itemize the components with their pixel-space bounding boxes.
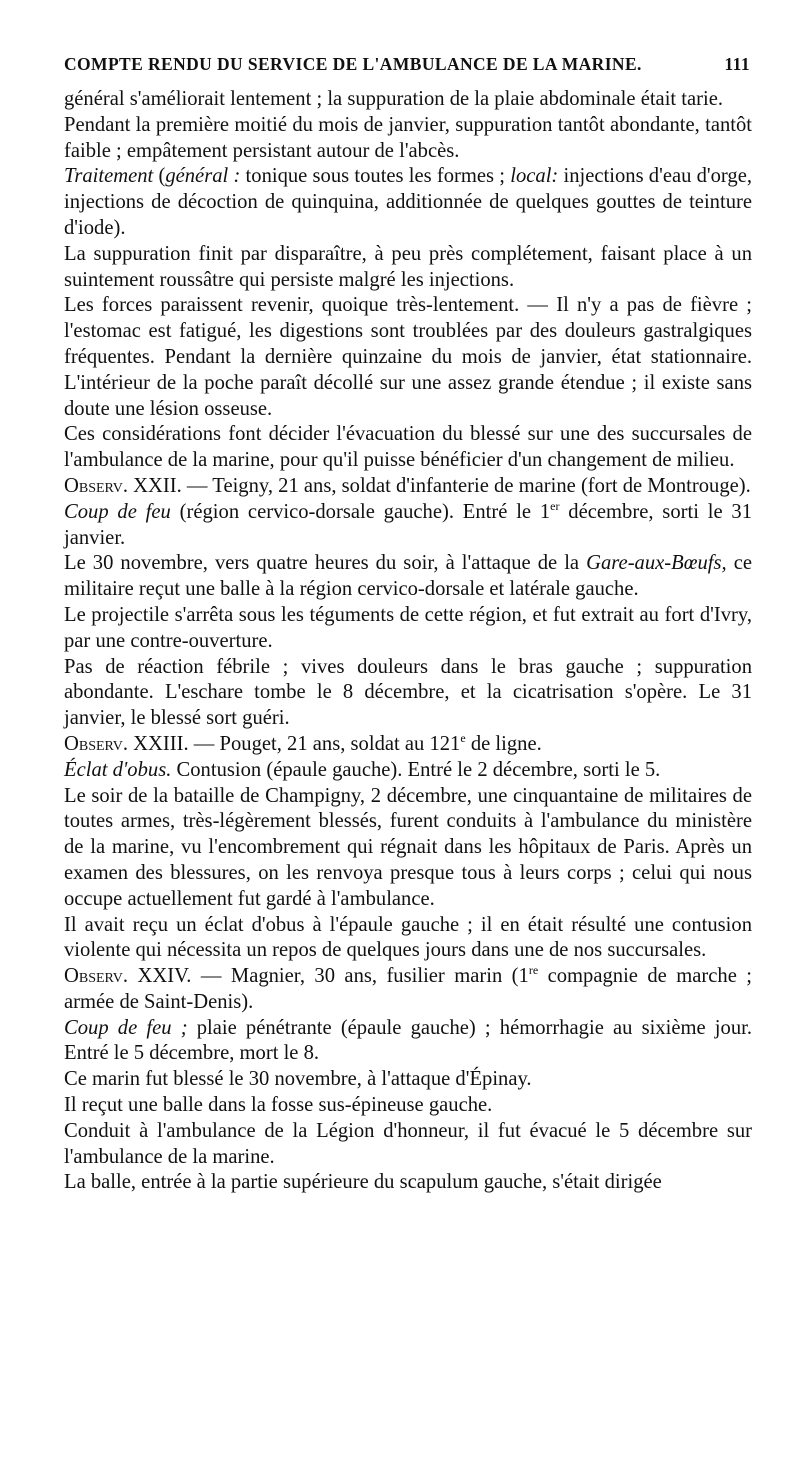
text-run: Coup de feu — [64, 500, 171, 523]
page-body — [64, 87, 752, 1196]
paragraph-p7 — [64, 474, 752, 500]
paragraph-p11 — [64, 655, 752, 732]
paragraph-p8 — [64, 500, 752, 552]
text-run: La balle, entrée à la partie supérieure du scapulum gauche, s'était dirigée — [64, 1171, 662, 1194]
paragraph-p13 — [64, 758, 752, 784]
text-run: local: — [510, 165, 559, 188]
text-run: décembre, sorti le 31 janvier. — [64, 500, 752, 549]
text-run: Pas de réaction fébrile ; vives douleurs dans le bras gauche ; suppuration abondante. L'eschare tombe le 8 décembre, et la cicatrisation s'opère. Le 31 janvier, le blessé sort guéri. — [64, 655, 752, 730]
paragraph-p6 — [64, 422, 752, 474]
text-run: Observ. — [64, 965, 129, 988]
paragraph-p20 — [64, 1119, 752, 1171]
text-run: Coup de feu ; — [64, 1016, 188, 1039]
text-run: général s'améliorait lentement ; la suppuration de la plaie abdominale était tarie. — [64, 88, 724, 110]
text-run: ce militaire reçut une balle à la région cervico-dorsale et latérale gauche. — [64, 552, 752, 601]
paragraph-p5 — [64, 293, 752, 422]
paragraph-p19 — [64, 1093, 752, 1119]
text-run: plaie pénétrante (épaule gauche) ; hémorrhagie au sixième jour. Entré le 5 décembre, mort le 8. — [64, 1016, 752, 1065]
paragraph-p15 — [64, 913, 752, 965]
text-run: Les forces paraissent revenir, quoique très-lentement. — Il n'y a pas de fièvre ; l'estomac est fatigué, les digestions sont troublées par des douleurs gastralgiques fréquentes. Pendant la dernière quinzaine du mois de janvier, état stationnaire. L'intérieur de la poche paraît décollé sur une assez grande étendue ; il existe sans doute une lésion osseuse. — [64, 294, 752, 420]
text-run: compagnie de marche ; armée de Saint-Denis). — [64, 965, 752, 1013]
text-run: er — [550, 498, 560, 513]
running-header — [64, 54, 752, 75]
paragraph-p2 — [64, 113, 752, 165]
text-run: Conduit à l'ambulance de la Légion d'honneur, il fut évacué le 5 décembre sur l'ambulance de la marine. — [64, 1119, 752, 1168]
text-run: Gare-aux-Bœufs, — [586, 552, 727, 575]
paragraph-p4 — [64, 242, 752, 294]
paragraph-p12 — [64, 732, 752, 758]
text-run: XXIV. — Magnier, 30 ans, fusilier marin (1 — [128, 965, 529, 988]
paragraph-p17 — [64, 1016, 752, 1068]
text-run: re — [528, 963, 539, 978]
text-run: Ce marin fut blessé le 30 novembre, à l'attaque d'Épinay. — [64, 1068, 532, 1091]
paragraph-p3 — [64, 164, 752, 241]
text-run: Traitement — [64, 165, 154, 188]
text-run: (région cervico-dorsale gauche). Entré le 1 — [170, 500, 551, 523]
text-run: Le projectile s'arrêta sous les téguments de cette région, et fut extrait au fort d'Ivry, par une contre-ouverture. — [64, 603, 752, 652]
text-run: XXIII. — Pouget, 21 ans, soldat au 121 — [128, 732, 461, 755]
paragraph-p1 — [64, 87, 752, 113]
text-run: Le 30 novembre, vers quatre heures du soir, à l'attaque de la — [64, 552, 587, 575]
text-run: général : — [165, 165, 241, 188]
text-run: Observ. — [64, 732, 129, 755]
paragraph-p14 — [64, 784, 752, 913]
paragraph-p21 — [64, 1170, 752, 1196]
paragraph-p16 — [64, 964, 752, 1016]
text-run: Il avait reçu un éclat d'obus à l'épaule gauche ; il en était résulté une contusion violente qui nécessita un repos de quelques jours dans une de nos succursales. — [64, 913, 752, 962]
page-number: 111 — [724, 54, 750, 74]
text-run: Ces considérations font décider l'évacuation du blessé sur une des succursales de l'ambulance de la marine, pour qu'il puisse bénéficier d'un changement de milieu. — [64, 423, 752, 472]
text-run: ( — [153, 165, 166, 188]
text-run: XXII. — Teigny, 21 ans, soldat d'infanterie de marine (fort de Montrouge). — [128, 474, 751, 497]
text-run: Éclat d'obus. — [64, 758, 172, 781]
text-run: Observ. — [64, 474, 129, 497]
paragraph-p10 — [64, 603, 752, 655]
text-run: Pendant la première moitié du mois de janvier, suppuration tantôt abondante, tantôt faible ; empâtement persistant autour de l'abcès. — [64, 113, 752, 162]
text-run: tonique sous toutes les formes ; — [240, 165, 511, 188]
text-run: e — [460, 731, 466, 746]
running-title: COMPTE RENDU DU SERVICE DE L'AMBULANCE DE LA MARINE. — [64, 54, 642, 74]
text-run: de ligne. — [465, 732, 542, 755]
text-run: injections d'eau d'orge, injections de décoction de quinquina, additionnée de quelques gouttes de teinture d'iode). — [64, 165, 752, 239]
text-run: Il reçut une balle dans la fosse sus-épineuse gauche. — [64, 1094, 493, 1117]
text-run: La suppuration finit par disparaître, à peu près complétement, faisant place à un suintement roussâtre qui persiste malgré les injections. — [64, 242, 752, 291]
paragraph-p18 — [64, 1067, 752, 1093]
text-run: Contusion (épaule gauche). Entré le 2 décembre, sorti le 5. — [171, 758, 661, 781]
paragraph-p9 — [64, 551, 752, 603]
text-run: Le soir de la bataille de Champigny, 2 décembre, une cinquantaine de militaires de toutes armes, très-légèrement blessés, furent conduits à l'ambulance du ministère de la marine, vu l'encombrement qui régnait dans les hôpitaux de Paris. Après un examen des blessures, on les renvoya presque tous à leurs corps ; celui qui nous occupe actuellement fut gardé à l'ambulance. — [64, 784, 752, 910]
